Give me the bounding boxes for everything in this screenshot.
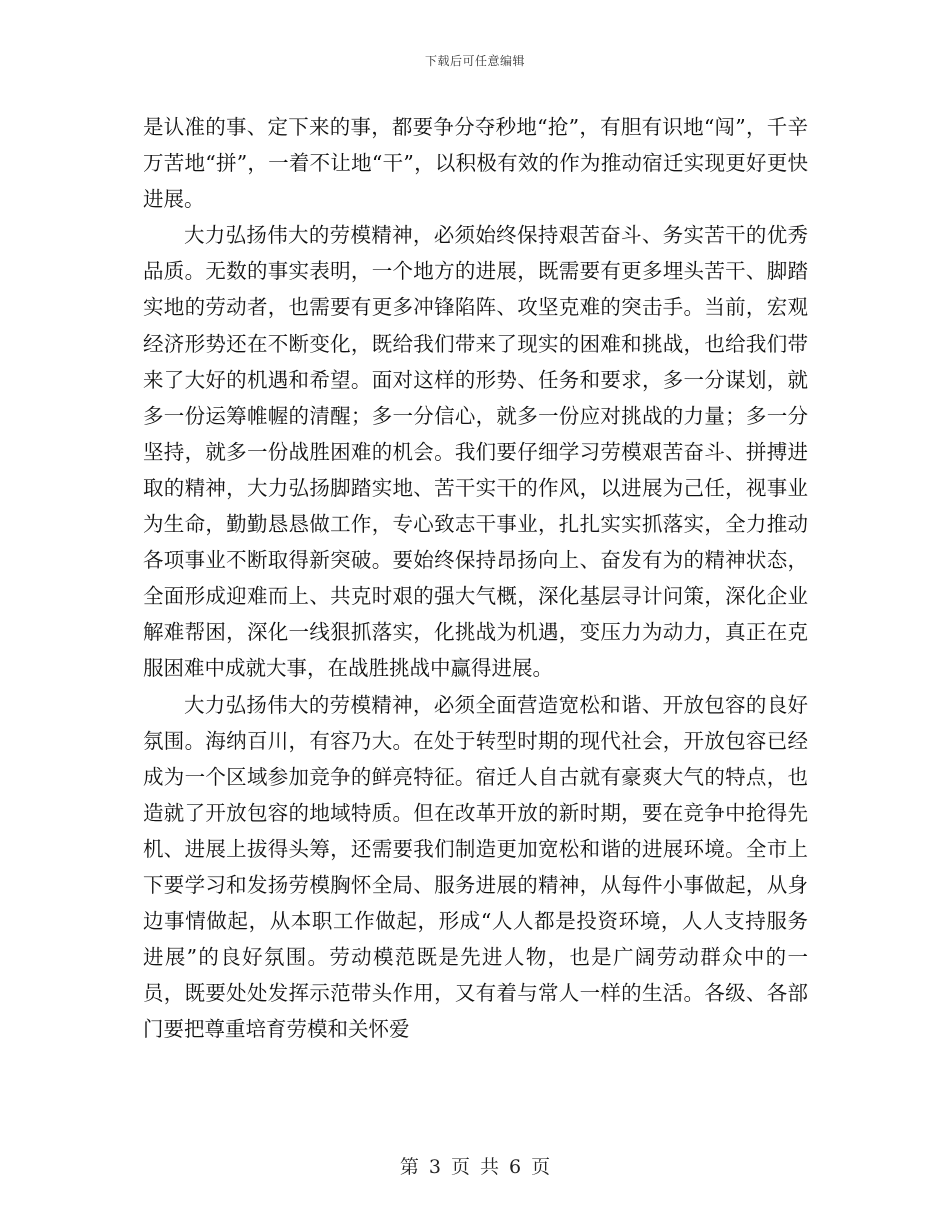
page-footer [0,1152,950,1179]
paragraph-hard-work: 大力弘扬伟大的劳模精神，必须始终保持艰苦奋斗、务实苦干的优秀品质。无数的事实表明，一个地方的进展，既需要有更多埋头苦干、脚踏实地的劳动者，也需要有更多冲锋陷阵、攻坚克难的突击手。当前，宏观经济形势还在不断变化，既给我们带来了现实的困难和挑战，也给我们带来了大好的机遇和希望。面对这样的形势、任务和要求，多一分谋划，就多一份运筹帷幄的清醒；多一分信心，就多一份应对挑战的力量；多一分坚持，就多一份战胜困难的机会。我们要仔细学习劳模艰苦奋斗、拼搏进取的精神，大力弘扬脚踏实地、苦干实干的作风，以进展为己任，视事业为生命，勤勤恳恳做工作，专心致志干事业，扎扎实实抓落实，全力推动各项事业不断取得新突破。要始终保持昂扬向上、奋发有为的精神状态，全面形成迎难而上、共克时艰的强大气概，深化基层寻计问策，深化企业解难帮困，深化一线狠抓落实，化挑战为机遇，变压力为动力，真正在克服困难中成就大事，在战胜挑战中赢得进展。 [143,223,808,681]
footer-label-gong: 共 [480,1156,500,1178]
paragraph-open-inclusive: 大力弘扬伟大的劳模精神，必须全面营造宽松和谐、开放包容的良好氛围。海纳百川，有容乃大。在处于转型时期的现代社会，开放包容已经成为一个区域参加竞争的鲜亮特征。宿迁人自古就有豪爽大气的特点，也造就了开放包容的地域特质。但在改革开放的新时期，要在竞争中抢得先机、进展上拔得头筹，还需要我们制造更加宽松和谐的进展环境。全市上下要学习和发扬劳模胸怀全局、服务进展的精神，从每件小事做起，从身边事情做起，从本职工作做起，形成“人人都是投资环境，人人支持服务进展”的良好氛围。劳动模范既是先进人物，也是广阔劳动群众中的一员，既要处处发挥示范带头作用，又有着与常人一样的生活。各级、各部门要把尊重培育劳模和关怀爱 [143,692,808,1042]
footer-label-ye: 页 [450,1156,470,1178]
total-page-number: 6 [509,1156,522,1178]
current-page-number: 3 [428,1156,441,1178]
document-body [143,109,808,1047]
footer-label-ye-end: 页 [531,1156,551,1178]
paragraph-continued: 是认准的事、定下来的事，都要争分夺秒地“抢”，有胆有识地“闯”，千辛万苦地“拼”，一着不让地“干”，以积极有效的作为推动宿迁实现更好更快进展。 [143,115,808,212]
page-header: 下载后可任意编辑 [424,54,525,68]
footer-label-di: 第 [399,1156,419,1178]
